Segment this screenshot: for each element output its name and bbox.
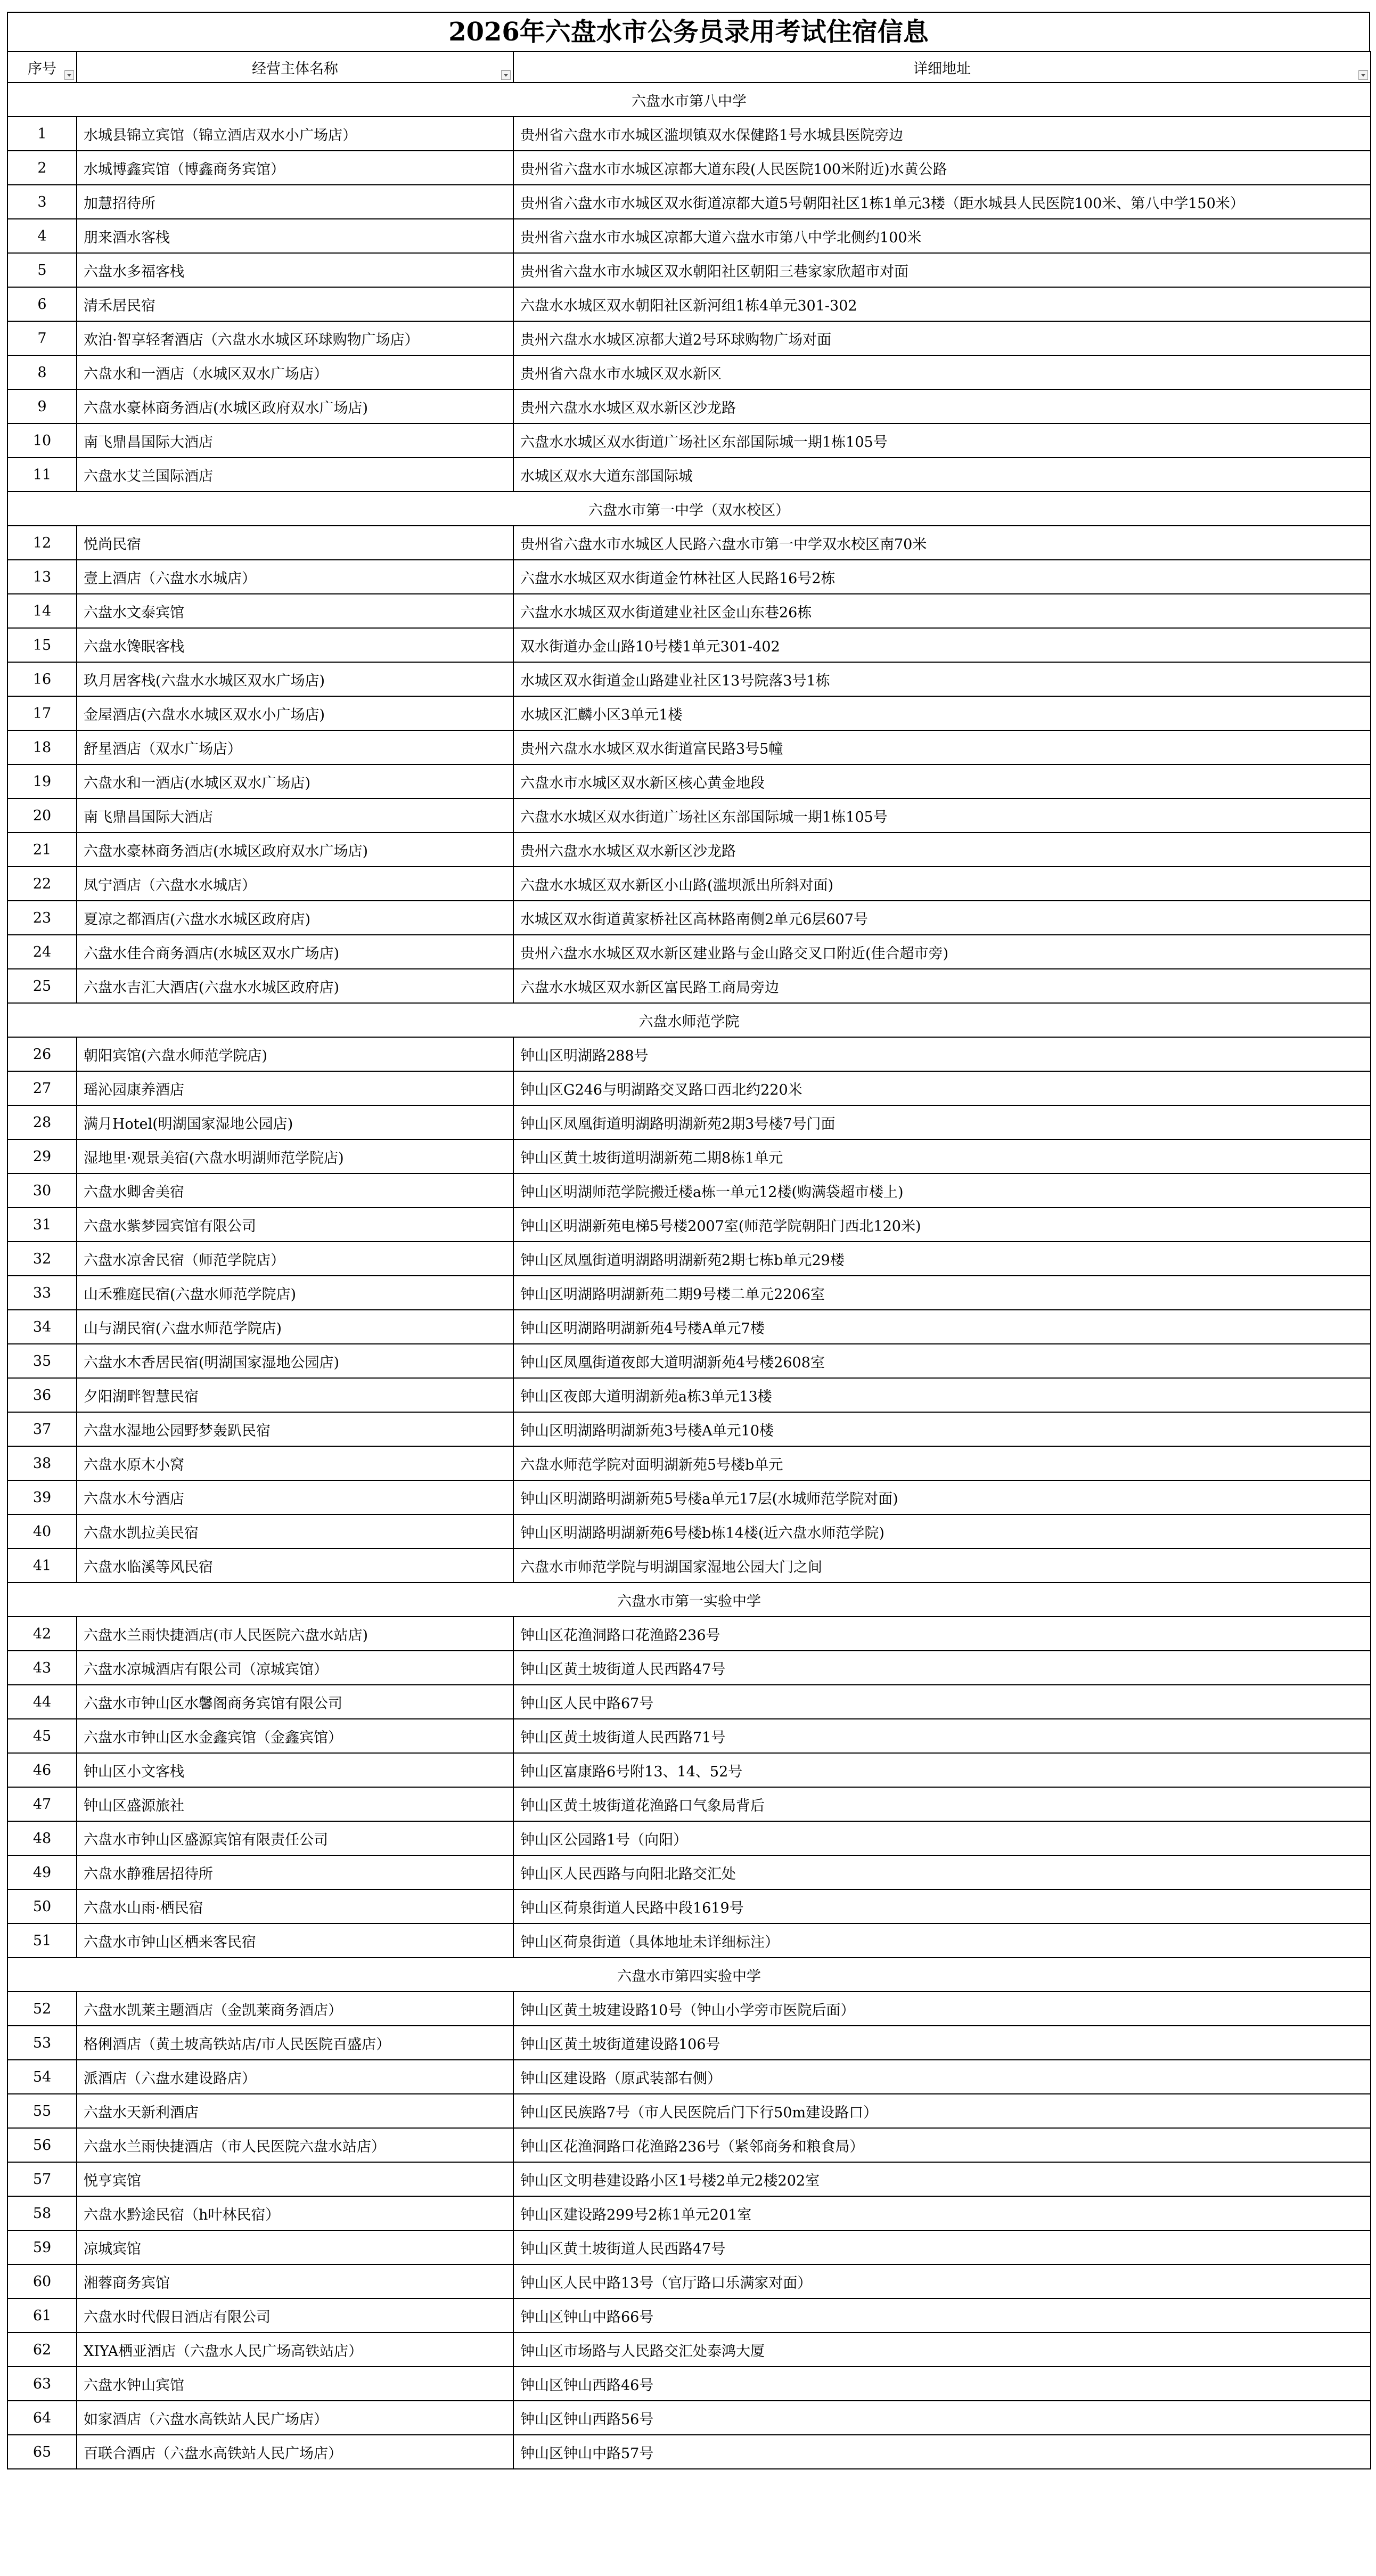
sheet	[7, 12, 1370, 2469]
business-name: 六盘水钟山宾馆	[77, 2367, 513, 2401]
business-name: 朋来酒水客栈	[77, 219, 513, 253]
business-name: 六盘水和一酒店（水城区双水广场店）	[77, 355, 513, 389]
table-row	[7, 1480, 1371, 1514]
row-number: 61	[7, 2298, 77, 2333]
row-number: 45	[7, 1719, 77, 1753]
filter-dropdown-icon[interactable]	[1358, 70, 1368, 80]
table-row	[7, 2401, 1371, 2435]
row-number: 31	[7, 1208, 77, 1242]
filter-dropdown-icon[interactable]	[501, 70, 511, 80]
business-name: 六盘水和一酒店(水城区双水广场店)	[77, 764, 513, 798]
business-name: 六盘水凯莱主题酒店（金凯莱商务酒店）	[77, 1992, 513, 2026]
business-name: 六盘水木兮酒店	[77, 1480, 513, 1514]
address: 钟山区夜郎大道明湖新苑a栋3单元13楼	[513, 1378, 1371, 1412]
business-name: 六盘水原木小窝	[77, 1446, 513, 1480]
address: 钟山区明湖新苑电梯5号楼2007室(师范学院朝阳门西北120米)	[513, 1208, 1371, 1242]
business-name: 欢泊·智享轻奢酒店（六盘水水城区环球购物广场店）	[77, 321, 513, 355]
business-name: 六盘水凯拉美民宿	[77, 1514, 513, 1548]
address: 钟山区凤凰街道夜郎大道明湖新苑4号楼2608室	[513, 1344, 1371, 1378]
address: 钟山区明湖路明湖新苑6号楼b栋14楼(近六盘水师范学院)	[513, 1514, 1371, 1548]
business-name: 加慧招待所	[77, 185, 513, 219]
row-number: 60	[7, 2264, 77, 2298]
address: 钟山区黄土坡街道明湖新苑二期8栋1单元	[513, 1139, 1371, 1173]
lodging-table	[7, 51, 1371, 2469]
address: 六盘水市师范学院与明湖国家湿地公园大门之间	[513, 1548, 1371, 1583]
business-name: 六盘水佳合商务酒店(水城区双水广场店)	[77, 935, 513, 969]
address: 贵州省六盘水市水城区人民路六盘水市第一中学双水校区南70米	[513, 526, 1371, 560]
row-number: 42	[7, 1617, 77, 1651]
row-number: 48	[7, 1821, 77, 1855]
address: 贵州省六盘水市水城区双水朝阳社区朝阳三巷家家欣超市对面	[513, 253, 1371, 287]
address: 钟山区钟山西路46号	[513, 2367, 1371, 2401]
table-row	[7, 458, 1371, 492]
table-row	[7, 1617, 1371, 1651]
row-number: 51	[7, 1923, 77, 1958]
row-number: 28	[7, 1105, 77, 1139]
row-number: 18	[7, 730, 77, 764]
row-number: 21	[7, 833, 77, 867]
table-row	[7, 1071, 1371, 1105]
address: 六盘水水城区双水新区富民路工商局旁边	[513, 969, 1371, 1003]
row-number: 27	[7, 1071, 77, 1105]
table-row	[7, 423, 1371, 458]
row-number: 11	[7, 458, 77, 492]
row-number: 54	[7, 2060, 77, 2094]
business-name: 夏凉之都酒店(六盘水水城区政府店)	[77, 901, 513, 935]
address: 钟山区荷泉街道人民路中段1619号	[513, 1889, 1371, 1923]
business-name: 钟山区盛源旅社	[77, 1787, 513, 1821]
business-name: 南飞鼎昌国际大酒店	[77, 798, 513, 833]
address: 钟山区明湖路明湖新苑二期9号楼二单元2206室	[513, 1276, 1371, 1310]
table-row	[7, 730, 1371, 764]
business-name: 六盘水时代假日酒店有限公司	[77, 2298, 513, 2333]
address: 贵州省六盘水市水城区双水新区	[513, 355, 1371, 389]
table-row	[7, 901, 1371, 935]
row-number: 20	[7, 798, 77, 833]
business-name: 满月Hotel(明湖国家湿地公园店)	[77, 1105, 513, 1139]
table-row	[7, 2060, 1371, 2094]
business-name: 六盘水吉汇大酒店(六盘水水城区政府店)	[77, 969, 513, 1003]
business-name: 百联合酒店（六盘水高铁站人民广场店）	[77, 2435, 513, 2469]
row-number: 13	[7, 560, 77, 594]
table-row	[7, 833, 1371, 867]
business-name: 凤宁酒店（六盘水水城店）	[77, 867, 513, 901]
row-number: 5	[7, 253, 77, 287]
address: 贵州省六盘水市水城区凉都大道东段(人民医院100米附近)水黄公路	[513, 151, 1371, 185]
table-row	[7, 867, 1371, 901]
table-row	[7, 1173, 1371, 1208]
table-row	[7, 935, 1371, 969]
table-row	[7, 2094, 1371, 2128]
table-row	[7, 2367, 1371, 2401]
row-number: 43	[7, 1651, 77, 1685]
address: 钟山区明湖路明湖新苑5号楼a单元17层(水城师范学院对面)	[513, 1480, 1371, 1514]
row-number: 22	[7, 867, 77, 901]
address: 钟山区人民西路与向阳北路交汇处	[513, 1855, 1371, 1889]
business-name: 六盘水凉城酒店有限公司（凉城宾馆）	[77, 1651, 513, 1685]
row-number: 49	[7, 1855, 77, 1889]
address: 钟山区文明巷建设路小区1号楼2单元2楼202室	[513, 2162, 1371, 2196]
table-row	[7, 219, 1371, 253]
address: 双水街道办金山路10号楼1单元301-402	[513, 628, 1371, 662]
address: 钟山区凤凰街道明湖路明湖新苑2期3号楼7号门面	[513, 1105, 1371, 1139]
business-name: XIYA栖亚酒店（六盘水人民广场高铁站店）	[77, 2333, 513, 2367]
business-name: 六盘水山雨·栖民宿	[77, 1889, 513, 1923]
business-name: 湘蓉商务宾馆	[77, 2264, 513, 2298]
business-name: 瑶沁园康养酒店	[77, 1071, 513, 1105]
row-number: 55	[7, 2094, 77, 2128]
address: 钟山区建设路（原武装部右侧）	[513, 2060, 1371, 2094]
business-name: 六盘水豪林商务酒店(水城区政府双水广场店)	[77, 389, 513, 423]
table-row	[7, 1923, 1371, 1958]
row-number: 19	[7, 764, 77, 798]
business-name: 六盘水兰雨快捷酒店（市人民医院六盘水站店）	[77, 2128, 513, 2162]
table-row	[7, 2026, 1371, 2060]
business-name: 悦尚民宿	[77, 526, 513, 560]
table-row	[7, 151, 1371, 185]
table-row	[7, 1310, 1371, 1344]
row-number: 6	[7, 287, 77, 321]
table-row	[7, 1719, 1371, 1753]
section-title: 六盘水市第八中学	[7, 83, 1371, 117]
row-number: 57	[7, 2162, 77, 2196]
table-row	[7, 1855, 1371, 1889]
table-row	[7, 1889, 1371, 1923]
table-row	[7, 969, 1371, 1003]
header-name[interactable]	[77, 52, 513, 83]
row-number: 38	[7, 1446, 77, 1480]
section-title: 六盘水市第四实验中学	[7, 1958, 1371, 1992]
business-name: 金屋酒店(六盘水水城区双水小广场店)	[77, 696, 513, 730]
business-name: 湿地里·观景美宿(六盘水明湖师范学院店)	[77, 1139, 513, 1173]
header-row	[7, 52, 1371, 83]
table-row	[7, 696, 1371, 730]
table-row	[7, 1753, 1371, 1787]
table-row	[7, 662, 1371, 696]
table-row	[7, 628, 1371, 662]
business-name: 六盘水紫梦园宾馆有限公司	[77, 1208, 513, 1242]
header-addr[interactable]	[513, 52, 1371, 83]
business-name: 派酒店（六盘水建设路店）	[77, 2060, 513, 2094]
address: 贵州省六盘水市水城区双水街道凉都大道5号朝阳社区1栋1单元3楼（距水城县人民医院100米、第八中学150米）	[513, 185, 1371, 219]
business-name: 六盘水湿地公园野梦轰趴民宿	[77, 1412, 513, 1446]
business-name: 水城博鑫宾馆（博鑫商务宾馆）	[77, 151, 513, 185]
row-number: 40	[7, 1514, 77, 1548]
table-row	[7, 2333, 1371, 2367]
business-name: 六盘水豪林商务酒店(水城区政府双水广场店)	[77, 833, 513, 867]
table-row	[7, 2162, 1371, 2196]
address: 贵州六盘水水城区双水新区沙龙路	[513, 389, 1371, 423]
table-row	[7, 1208, 1371, 1242]
address: 六盘水水城区双水街道广场社区东部国际城一期1栋105号	[513, 423, 1371, 458]
table-row	[7, 287, 1371, 321]
address: 钟山区公园路1号（向阳）	[513, 1821, 1371, 1855]
address: 贵州省六盘水市水城区凉都大道六盘水市第八中学北侧约100米	[513, 219, 1371, 253]
row-number: 30	[7, 1173, 77, 1208]
business-name: 南飞鼎昌国际大酒店	[77, 423, 513, 458]
address: 贵州六盘水水城区凉都大道2号环球购物广场对面	[513, 321, 1371, 355]
section-row	[7, 83, 1371, 117]
table-row	[7, 1548, 1371, 1583]
table-row	[7, 2230, 1371, 2264]
header-no[interactable]	[7, 52, 77, 83]
page-title: 2026年六盘水市公务员录用考试住宿信息	[7, 12, 1370, 51]
address: 六盘水水城区双水新区小山路(滥坝派出所斜对面)	[513, 867, 1371, 901]
row-number: 34	[7, 1310, 77, 1344]
table-row	[7, 2128, 1371, 2162]
business-name: 六盘水艾兰国际酒店	[77, 458, 513, 492]
address: 钟山区黄土坡街道花渔路口气象局背后	[513, 1787, 1371, 1821]
header-no-label: 序号	[28, 60, 56, 77]
address: 水城区双水街道金山路建业社区13号院落3号1栋	[513, 662, 1371, 696]
row-number: 17	[7, 696, 77, 730]
row-number: 4	[7, 219, 77, 253]
table-row	[7, 1242, 1371, 1276]
row-number: 56	[7, 2128, 77, 2162]
business-name: 六盘水临溪等风民宿	[77, 1548, 513, 1583]
address: 钟山区黄土坡街道人民西路71号	[513, 1719, 1371, 1753]
business-name: 六盘水天新利酒店	[77, 2094, 513, 2128]
business-name: 玖月居客栈(六盘水水城区双水广场店)	[77, 662, 513, 696]
row-number: 7	[7, 321, 77, 355]
table-row	[7, 2264, 1371, 2298]
row-number: 15	[7, 628, 77, 662]
business-name: 六盘水卿舍美宿	[77, 1173, 513, 1208]
business-name: 钟山区小文客栈	[77, 1753, 513, 1787]
business-name: 六盘水兰雨快捷酒店(市人民医院六盘水站店)	[77, 1617, 513, 1651]
address: 钟山区钟山西路56号	[513, 2401, 1371, 2435]
address: 钟山区钟山中路66号	[513, 2298, 1371, 2333]
business-name: 清禾居民宿	[77, 287, 513, 321]
business-name: 六盘水黔途民宿（h叶林民宿）	[77, 2196, 513, 2230]
table-row	[7, 594, 1371, 628]
address: 钟山区建设路299号2栋1单元201室	[513, 2196, 1371, 2230]
business-name: 朝阳宾馆(六盘水师范学院店)	[77, 1037, 513, 1071]
row-number: 41	[7, 1548, 77, 1583]
section-row	[7, 1958, 1371, 1992]
table-row	[7, 1412, 1371, 1446]
address: 钟山区明湖路明湖新苑4号楼A单元7楼	[513, 1310, 1371, 1344]
row-number: 44	[7, 1685, 77, 1719]
row-number: 24	[7, 935, 77, 969]
address: 水城区双水大道东部国际城	[513, 458, 1371, 492]
business-name: 六盘水凉舍民宿（师范学院店）	[77, 1242, 513, 1276]
table-row	[7, 185, 1371, 219]
table-row	[7, 1787, 1371, 1821]
row-number: 59	[7, 2230, 77, 2264]
business-name: 六盘水文泰宾馆	[77, 594, 513, 628]
address: 钟山区黄土坡街道建设路106号	[513, 2026, 1371, 2060]
row-number: 26	[7, 1037, 77, 1071]
row-number: 64	[7, 2401, 77, 2435]
row-number: 1	[7, 117, 77, 151]
table-row	[7, 1821, 1371, 1855]
address: 钟山区钟山中路57号	[513, 2435, 1371, 2469]
table-row	[7, 253, 1371, 287]
address: 钟山区富康路6号附13、14、52号	[513, 1753, 1371, 1787]
row-number: 47	[7, 1787, 77, 1821]
business-name: 六盘水多福客栈	[77, 253, 513, 287]
business-name: 水城县锦立宾馆（锦立酒店双水小广场店）	[77, 117, 513, 151]
row-number: 37	[7, 1412, 77, 1446]
business-name: 山与湖民宿(六盘水师范学院店)	[77, 1310, 513, 1344]
table-row	[7, 1378, 1371, 1412]
address: 钟山区黄土坡街道人民西路47号	[513, 1651, 1371, 1685]
table-row	[7, 355, 1371, 389]
row-number: 53	[7, 2026, 77, 2060]
table-row	[7, 798, 1371, 833]
address: 钟山区明湖路明湖新苑3号楼A单元10楼	[513, 1412, 1371, 1446]
address: 六盘水水城区双水街道金竹林社区人民路16号2栋	[513, 560, 1371, 594]
table-row	[7, 560, 1371, 594]
address: 钟山区明湖师范学院搬迁楼a栋一单元12楼(购满袋超市楼上)	[513, 1173, 1371, 1208]
table-row	[7, 1344, 1371, 1378]
table-row	[7, 389, 1371, 423]
table-row	[7, 1514, 1371, 1548]
address: 六盘水水城区双水街道广场社区东部国际城一期1栋105号	[513, 798, 1371, 833]
table-row	[7, 1105, 1371, 1139]
row-number: 3	[7, 185, 77, 219]
table-row	[7, 764, 1371, 798]
business-name: 舒星酒店（双水广场店）	[77, 730, 513, 764]
business-name: 六盘水馋眠客栈	[77, 628, 513, 662]
business-name: 夕阳湖畔智慧民宿	[77, 1378, 513, 1412]
row-number: 33	[7, 1276, 77, 1310]
business-name: 六盘水市钟山区盛源宾馆有限责任公司	[77, 1821, 513, 1855]
address: 钟山区花渔洞路口花渔路236号（紧邻商务和粮食局）	[513, 2128, 1371, 2162]
section-row	[7, 1003, 1371, 1037]
table-row	[7, 1992, 1371, 2026]
row-number: 52	[7, 1992, 77, 2026]
business-name: 六盘水市钟山区栖来客民宿	[77, 1923, 513, 1958]
address: 六盘水水城区双水朝阳社区新河组1栋4单元301-302	[513, 287, 1371, 321]
row-number: 65	[7, 2435, 77, 2469]
address: 水城区双水街道黄家桥社区高林路南侧2单元6层607号	[513, 901, 1371, 935]
address: 钟山区民族路7号（市人民医院后门下行50m建设路口）	[513, 2094, 1371, 2128]
row-number: 8	[7, 355, 77, 389]
business-name: 六盘水静雅居招待所	[77, 1855, 513, 1889]
address: 六盘水市水城区双水新区核心黄金地段	[513, 764, 1371, 798]
table-row	[7, 1685, 1371, 1719]
business-name: 六盘水市钟山区水馨阁商务宾馆有限公司	[77, 1685, 513, 1719]
section-title: 六盘水师范学院	[7, 1003, 1371, 1037]
address: 水城区汇麟小区3单元1楼	[513, 696, 1371, 730]
row-number: 35	[7, 1344, 77, 1378]
header-addr-label: 详细地址	[913, 60, 971, 77]
table-body	[7, 83, 1371, 2469]
row-number: 50	[7, 1889, 77, 1923]
address: 钟山区人民中路13号（官厅路口乐满家对面）	[513, 2264, 1371, 2298]
row-number: 36	[7, 1378, 77, 1412]
filter-dropdown-icon[interactable]	[64, 70, 74, 80]
table-row	[7, 526, 1371, 560]
address: 六盘水水城区双水街道建业社区金山东巷26栋	[513, 594, 1371, 628]
business-name: 六盘水木香居民宿(明湖国家湿地公园店)	[77, 1344, 513, 1378]
section-title: 六盘水市第一实验中学	[7, 1583, 1371, 1617]
row-number: 46	[7, 1753, 77, 1787]
address: 钟山区市场路与人民路交汇处泰鸿大厦	[513, 2333, 1371, 2367]
row-number: 25	[7, 969, 77, 1003]
header-name-label: 经营主体名称	[252, 60, 338, 77]
row-number: 2	[7, 151, 77, 185]
business-name: 六盘水市钟山区水金鑫宾馆（金鑫宾馆）	[77, 1719, 513, 1753]
address: 贵州六盘水水城区双水新区沙龙路	[513, 833, 1371, 867]
address: 钟山区荷泉街道（具体地址未详细标注）	[513, 1923, 1371, 1958]
table-row	[7, 1276, 1371, 1310]
address: 钟山区黄土坡街道人民西路47号	[513, 2230, 1371, 2264]
business-name: 凉城宾馆	[77, 2230, 513, 2264]
address: 钟山区黄土坡建设路10号（钟山小学旁市医院后面）	[513, 1992, 1371, 2026]
address: 贵州省六盘水市水城区滥坝镇双水保健路1号水城县医院旁边	[513, 117, 1371, 151]
address: 钟山区凤凰街道明湖路明湖新苑2期七栋b单元29楼	[513, 1242, 1371, 1276]
row-number: 9	[7, 389, 77, 423]
row-number: 63	[7, 2367, 77, 2401]
address: 钟山区人民中路67号	[513, 1685, 1371, 1719]
address: 六盘水师范学院对面明湖新苑5号楼b单元	[513, 1446, 1371, 1480]
row-number: 32	[7, 1242, 77, 1276]
row-number: 29	[7, 1139, 77, 1173]
row-number: 62	[7, 2333, 77, 2367]
row-number: 39	[7, 1480, 77, 1514]
table-row	[7, 117, 1371, 151]
row-number: 14	[7, 594, 77, 628]
business-name: 如家酒店（六盘水高铁站人民广场店）	[77, 2401, 513, 2435]
address: 钟山区明湖路288号	[513, 1037, 1371, 1071]
address: 贵州六盘水水城区双水街道富民路3号5幢	[513, 730, 1371, 764]
row-number: 58	[7, 2196, 77, 2230]
row-number: 10	[7, 423, 77, 458]
business-name: 山禾雅庭民宿(六盘水师范学院店)	[77, 1276, 513, 1310]
section-row	[7, 492, 1371, 526]
address: 钟山区G246与明湖路交叉路口西北约220米	[513, 1071, 1371, 1105]
address: 贵州六盘水水城区双水新区建业路与金山路交叉口附近(佳合超市旁)	[513, 935, 1371, 969]
table-row	[7, 2435, 1371, 2469]
table-row	[7, 1651, 1371, 1685]
row-number: 16	[7, 662, 77, 696]
business-name: 悦亨宾馆	[77, 2162, 513, 2196]
section-row	[7, 1583, 1371, 1617]
business-name: 格俐酒店（黄土坡高铁站店/市人民医院百盛店）	[77, 2026, 513, 2060]
address: 钟山区花渔洞路口花渔路236号	[513, 1617, 1371, 1651]
section-title: 六盘水市第一中学（双水校区）	[7, 492, 1371, 526]
row-number: 23	[7, 901, 77, 935]
table-row	[7, 1139, 1371, 1173]
table-row	[7, 321, 1371, 355]
table-row	[7, 2196, 1371, 2230]
table-row	[7, 1037, 1371, 1071]
row-number: 12	[7, 526, 77, 560]
table-row	[7, 2298, 1371, 2333]
business-name: 壹上酒店（六盘水水城店）	[77, 560, 513, 594]
table-row	[7, 1446, 1371, 1480]
